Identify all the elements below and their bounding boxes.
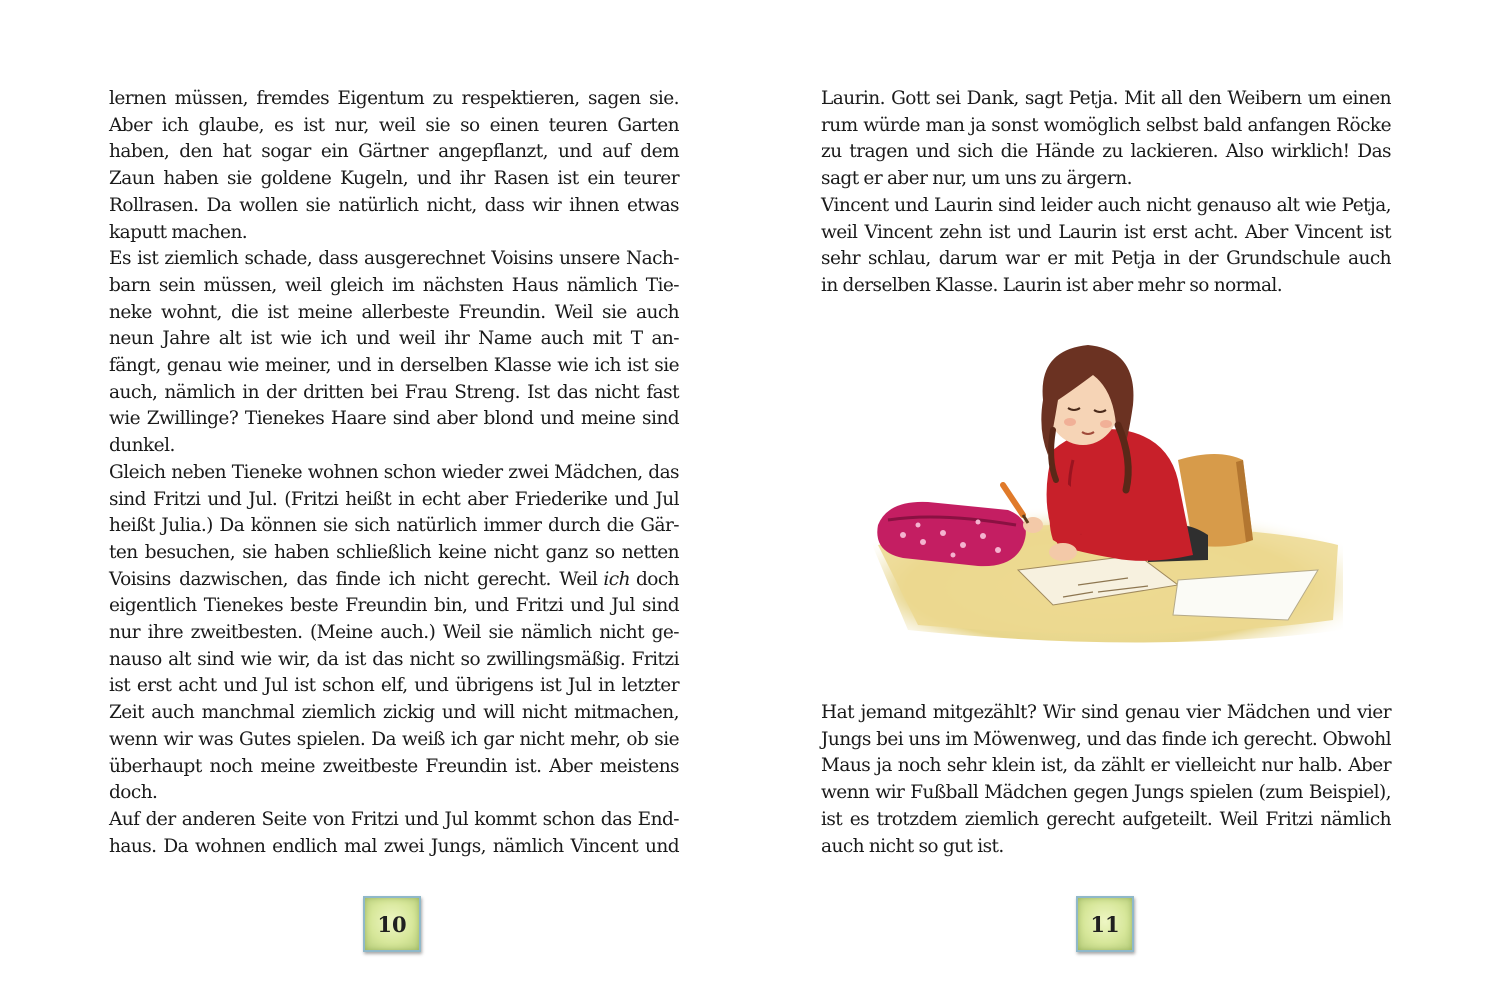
text-line: ist erst acht und Jul ist schon elf, und übrigens ist Jul in letzter <box>109 675 679 697</box>
text-line: zu tragen und sich die Hände zu lackieren. Also wirklich! Das <box>821 141 1391 163</box>
text-line: ten besuchen, sie haben schließlich keine nicht ganz so netten <box>109 541 679 563</box>
text-line: rum würde man ja sonst womöglich selbst bald anfangen Röcke <box>821 114 1391 136</box>
left-page-text <box>109 86 679 860</box>
text-line: wie Zwillinge? Tienekes Haare sind aber blond und meine sind <box>109 408 679 430</box>
text-line: barn sein müssen, weil gleich im nächsten Haus nämlich Tie- <box>109 274 679 296</box>
text-line: haus. Da wohnen endlich mal zwei Jungs, nämlich Vincent und <box>109 835 679 857</box>
right-page-text-top <box>821 86 1391 300</box>
text-line: Zaun haben sie goldene Kugeln, und ihr Rasen ist ein teurer <box>109 168 679 190</box>
text-segment: doch <box>635 568 679 590</box>
text-line: Vincent und Laurin sind leider auch nicht genauso alt wie Petja, <box>821 194 1391 216</box>
text-line: Aber ich glaube, es ist nur, weil sie so einen teuren Garten <box>109 114 679 136</box>
text-line: Es ist ziemlich schade, dass ausgerechnet Voisins unsere Nach- <box>109 248 679 270</box>
text-line: Jungs bei uns im Möwenweg, und das finde ich gerecht. Obwohl <box>821 728 1391 750</box>
text-line: Laurin. Gott sei Dank, sagt Petja. Mit all den Weibern um einen <box>821 88 1391 109</box>
right-page <box>750 0 1500 996</box>
text-line: neke wohnt, die ist meine allerbeste Freundin. Weil sie auch <box>109 301 679 323</box>
text-line: auch nicht so gut ist. <box>821 835 1004 857</box>
text-line: nur ihre zweitbesten. (Meine auch.) Weil sie nämlich nicht ge- <box>109 622 679 644</box>
text-line: wenn wir was Gutes spielen. Da weiß ich gar nicht mehr, ob sie <box>109 728 679 750</box>
page-number-badge: 11 <box>1076 896 1134 952</box>
text-line: doch. <box>109 782 158 804</box>
text-line: wenn wir Fußball Mädchen gegen Jungs spielen (zum Beispiel), <box>821 782 1391 804</box>
text-line: überhaupt noch meine zweitbeste Freundin ist. Aber meistens <box>109 755 679 777</box>
text-line: eigentlich Tienekes beste Freundin bin, und Fritzi und Jul sind <box>109 595 679 617</box>
text-line: fängt, genau wie meiner, und in derselben Klasse wie ich ist sie <box>109 355 679 377</box>
italic-word: ich <box>603 568 630 590</box>
text-line: haben, den hat sogar ein Gärtner angepflanzt, und auf dem <box>109 141 679 163</box>
text-line: Rollrasen. Da wollen sie natürlich nicht, dass wir ihnen etwas <box>109 194 679 216</box>
text-line: sagt er aber nur, um uns zu ärgern. <box>821 168 1132 190</box>
text-line: nauso alt sind wie wir, da ist das nicht so zwillingsmäßig. Fritzi <box>109 648 679 670</box>
page-number-badge: 10 <box>363 896 421 952</box>
text-line: Maus ja noch sehr klein ist, da zählt er vielleicht nur halb. Aber <box>821 755 1391 777</box>
text-line: Auf der anderen Seite von Fritzi und Jul kommt schon das End- <box>109 808 679 830</box>
text-line: neun Jahre alt ist wie ich und weil ihr Name auch mit T an- <box>109 328 679 350</box>
text-line: Zeit auch manchmal ziemlich zickig und will nicht mitmachen, <box>109 702 679 724</box>
text-line: Hat jemand mitgezählt? Wir sind genau vier Mädchen und vier <box>821 702 1391 723</box>
text-line: dunkel. <box>109 435 175 457</box>
text-segment: Voisins dazwischen, das finde ich nicht gerecht. Weil <box>109 568 598 590</box>
text-line: Gleich neben Tieneke wohnen schon wieder zwei Mädchen, das <box>109 461 679 483</box>
right-page-text-bottom <box>821 700 1391 860</box>
text-line: in derselben Klasse. Laurin ist aber mehr so normal. <box>821 274 1283 296</box>
text-line: ist es trotzdem ziemlich gerecht aufgeteilt. Weil Fritzi nämlich <box>821 808 1391 830</box>
girl-drawing-illustration <box>848 330 1348 660</box>
text-line: lernen müssen, fremdes Eigentum zu respektieren, sagen sie. <box>109 88 679 109</box>
text-line: sehr schlau, darum war er mit Petja in der Grundschule auch <box>821 248 1391 270</box>
text-line: weil Vincent zehn ist und Laurin ist erst acht. Aber Vincent ist <box>821 221 1391 243</box>
text-line-with-italic <box>109 567 679 594</box>
text-line: sind Fritzi und Jul. (Fritzi heißt in echt aber Friederike und Jul <box>109 488 679 510</box>
text-line: kaputt machen. <box>109 221 248 243</box>
text-line: auch, nämlich in der dritten bei Frau Streng. Ist das nicht fast <box>109 381 679 403</box>
text-line: heißt Julia.) Da können sie sich natürlich immer durch die Gär- <box>109 515 679 537</box>
